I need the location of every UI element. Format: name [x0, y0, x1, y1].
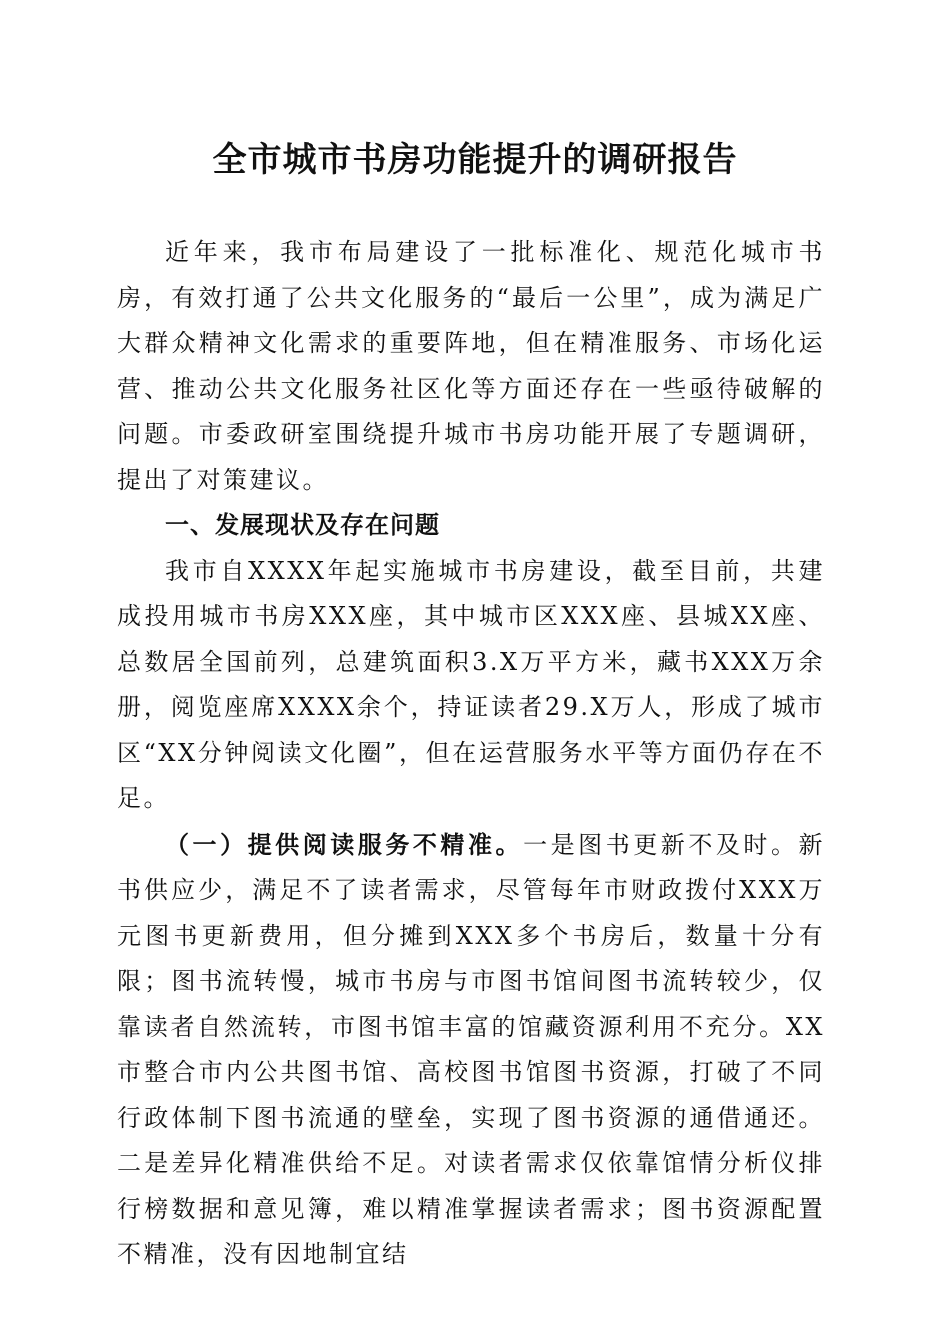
document-title: 全市城市书房功能提升的调研报告 — [212, 140, 738, 180]
subsection-body: 一是图书更新不及时。新书供应少，满足不了读者需求，尽管每年市财政拨付XXX万元图书更新费用，但分摊到XXX多个书房后，数量十分有限；图书流转慢，城市书房与市图书馆间图书流转较少，仅靠读者自然流转，市图书馆丰富的馆藏资源利用不充分。XX市整合市内公共图书馆、高校图书馆图书资源，打破了不同行政体制下图书流通的壁垒，实现了图书资源的通借通还。二是差异化精准供给不足。对读者需求仅依靠馆情分析仪排行榜数据和意见簿，难以精准掌握读者需求；图书资源配置不精准，没有因地制宜结 — [117, 830, 826, 1268]
document-body — [117, 230, 825, 1278]
section-heading: 一、发展现状及存在问题 — [165, 511, 440, 539]
intro-paragraph: 近年来，我市布局建设了一批标准化、规范化城市书房，有效打通了公共文化服务的“最后一公里”，成为满足广大群众精神文化需求的重要阵地，但在精准服务、市场化运营、推动公共文化服务社区化等方面还存在一些亟待破解的问题。市委政研室围绕提升城市书房功能开展了专题调研，提出了对策建议。 — [117, 238, 825, 494]
subsection-paragraph — [117, 822, 825, 1278]
section-paragraph: 我市自XXXX年起实施城市书房建设，截至目前，共建成投用城市书房XXX座，其中城市区XXX座、县城XX座、总数居全国前列，总建筑面积3.X万平方米，藏书XXX万余册，阅览座席XXXX余个，持证读者29.X万人，形成了城市区“XX分钟阅读文化圈”，但在运营服务水平等方面仍存在不足。 — [117, 556, 825, 812]
subsection-heading: （一）提供阅读服务不精准。 — [165, 829, 524, 859]
